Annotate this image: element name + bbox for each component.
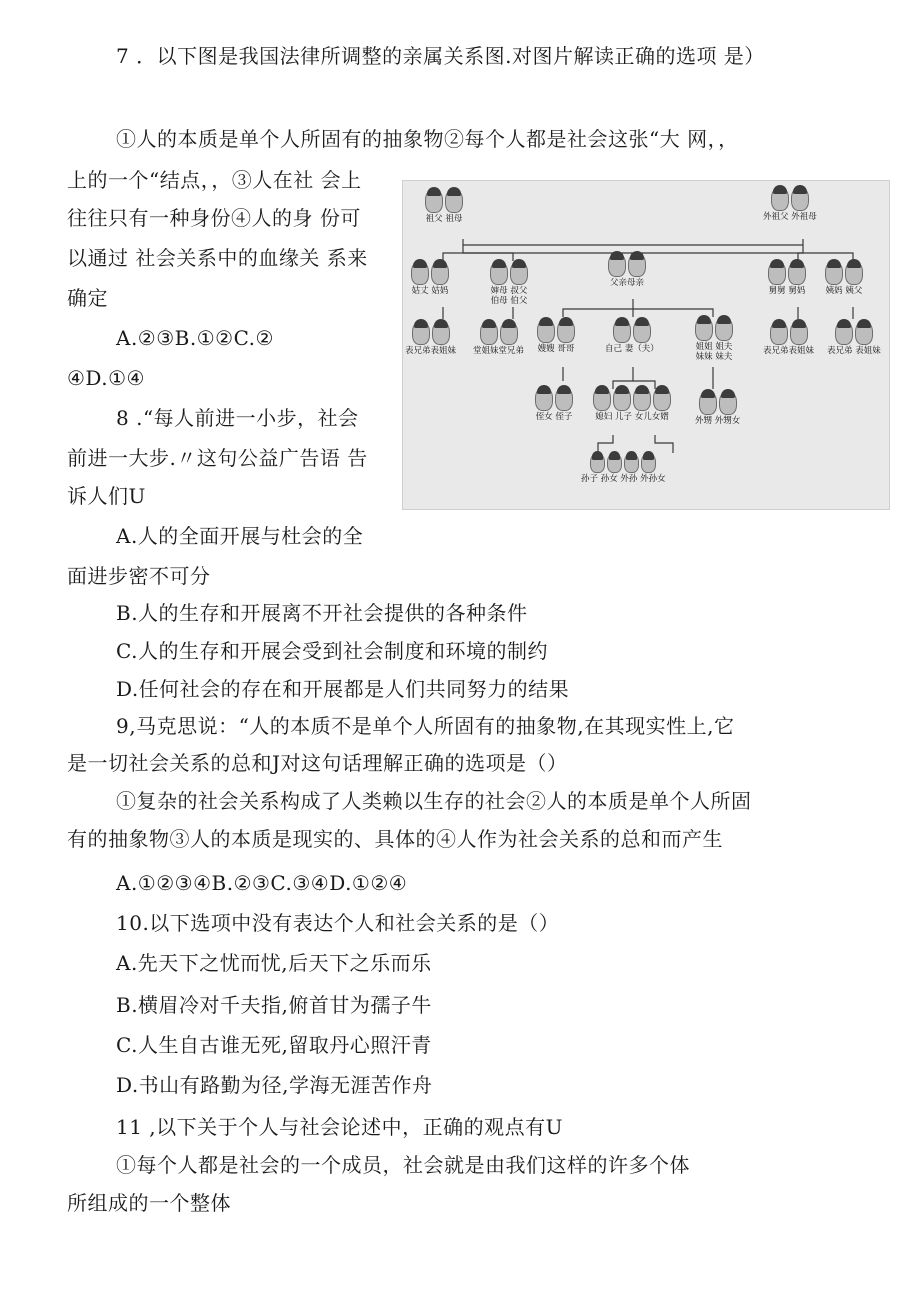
node-parents: 父亲母亲 <box>608 253 646 288</box>
node-self-spouse: 自己 妻（夫） <box>605 319 659 354</box>
q10-option-c: C.人生自古谁无死,留取丹心照汗青 <box>116 1033 432 1057</box>
q9-options: A.①②③④B.②③C.③④D.①②④ <box>116 871 408 895</box>
q7-options-line-1: A.②③B.①②C.② <box>116 326 274 350</box>
question-10-stem: 10.以下选项中没有表达个人和社会关系的是（） <box>116 911 560 935</box>
question-11-stem: 11 ,以下关于个人与社会论述中，正确的观点有U <box>116 1115 564 1139</box>
question-8-stem-line-3: 诉人们U <box>67 484 146 508</box>
node-sister-children: 外甥 外甥女 <box>695 391 740 426</box>
q7-statements-line-2: 上的一个“结点，，③人在社 会上 <box>67 168 362 192</box>
question-9-stem-line-1: 9,马克思说：“人的本质不是单个人所固有的抽象物,在其现实性上,它 <box>116 714 735 738</box>
q7-statements-line-5: 确定 <box>67 286 108 310</box>
family-relationship-figure <box>402 180 890 510</box>
node-cousins-maternal-1: 表兄弟表姐妹 <box>763 321 814 356</box>
q10-option-b: B.横眉冷对千夫指,俯首甘为孺子牛 <box>116 993 432 1017</box>
node-grandchildren: 孙子 孙女 外孙 外孙女 <box>581 453 666 484</box>
question-9-stem-line-2: 是一切社会关系的总和J对这句话理解正确的选项是（） <box>67 751 568 775</box>
q7-statements-line-1: ①人的本质是单个人所固有的抽象物②每个人都是社会这张“大 网，， <box>116 127 739 151</box>
node-children: 媳妇 儿子 女儿女婿 <box>593 387 671 422</box>
node-aunt-uncle-paternal: 姑丈 姑妈 <box>411 261 449 296</box>
node-maternal-grandparents: 外祖父 外祖母 <box>763 187 817 222</box>
q7-statements-line-3: 往往只有一种身份④人的身 份可 <box>67 206 361 230</box>
node-nephew-niece: 侄女 侄子 <box>535 387 573 422</box>
q7-options-line-2: ④D.①④ <box>67 366 145 390</box>
node-grandparents: 祖父 祖母 <box>425 189 463 224</box>
q8-option-a-line-1: A.人的全面开展与杜会的全 <box>116 524 364 548</box>
question-7-stem: 7 ．以下图是我国法律所调整的亲属关系图.对图片解读正确的选项 是） <box>116 44 765 68</box>
q9-statements-line-2: 有的抽象物③人的本质是现实的、具体的④人作为社会关系的总和而产生 <box>67 827 723 851</box>
node-cousins-paternal-2: 堂姐妹堂兄弟 <box>473 321 524 356</box>
q10-option-a: A.先天下之忧而忧,后天下之乐而乐 <box>116 951 432 975</box>
q7-statements-line-4: 以通过 社会关系中的血缘关 系来 <box>67 246 368 270</box>
q11-statement-line-2: 所组成的一个整体 <box>67 1191 231 1215</box>
node-aunts-maternal: 姨妈 姨父 <box>825 261 863 296</box>
node-sisters: 姐姐 姐夫 妹妹 妹夫 <box>685 317 743 362</box>
q11-statement-line-1: ①每个人都是社会的一个成员，社会就是由我们这样的许多个体 <box>116 1153 690 1177</box>
q8-option-a-line-2: 面进步密不可分 <box>67 564 211 588</box>
node-cousins-maternal-2: 表兄弟 表姐妹 <box>827 321 881 356</box>
q10-option-d: D.书山有路勤为径,学海无涯苦作舟 <box>116 1073 433 1097</box>
q8-option-d: D.任何社会的存在和开展都是人们共同努力的结果 <box>116 677 570 701</box>
question-8-stem-line-1: 8 .“每人前进一小步，社会 <box>116 406 359 430</box>
question-8-stem-line-2: 前进一大步.〃这句公益广告语 告 <box>67 446 368 470</box>
q9-statements-line-1: ①复杂的社会关系构成了人类赖以生存的社会②人的本质是单个人所固 <box>116 789 752 813</box>
node-sister-in-law-brother: 嫂嫂 哥哥 <box>537 319 575 354</box>
node-uncles-maternal: 舅舅 舅妈 <box>768 261 806 296</box>
node-uncles-paternal: 婶母 叔父 伯母 伯父 <box>469 261 549 306</box>
q8-option-b: B.人的生存和开展离不开社会提供的各种条件 <box>116 601 528 625</box>
node-cousins-paternal-1: 表兄弟表姐妹 <box>405 321 456 356</box>
q8-option-c: C.人的生存和开展会受到社会制度和环境的制约 <box>116 639 548 663</box>
